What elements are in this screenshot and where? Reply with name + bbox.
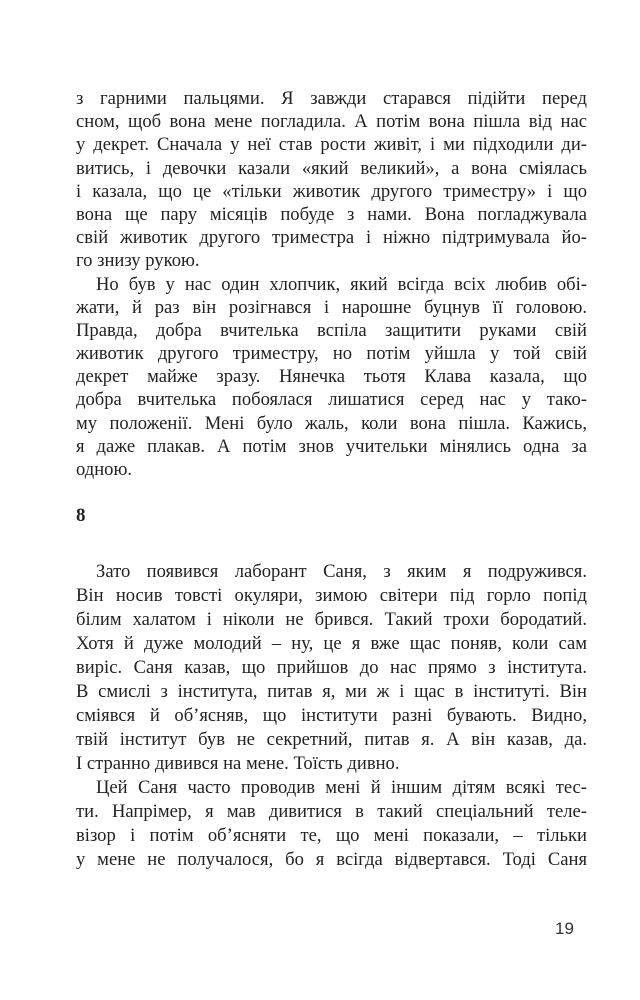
text-line: і казала, що це «тільки животик другого триместру» і що xyxy=(76,180,587,202)
text-line: сном, щоб вона мене погладила. А потім вона пішла від нас xyxy=(76,111,587,133)
page-number: 19 xyxy=(555,919,574,938)
text-line: Но був у нас один хлопчик, який всігда всіх любив обі- xyxy=(96,273,587,295)
text-line: В смислі з інститута, питав я, ми ж і щас в інституті. Він xyxy=(76,681,587,702)
text-line: ти. Напрімер, я мав дивитися в такий спеціальний теле- xyxy=(76,801,587,822)
text-line: І странно дивився на мене. Тоїсть дивно. xyxy=(76,753,400,774)
text-line: вона ще пару місяців побуде з нами. Вона погладжувала xyxy=(76,203,587,225)
text-line: візор і потім об’ясняти те, що мені показали, – тільки xyxy=(76,825,587,846)
text-line: Зато появився лаборант Саня, з яким я подружився. xyxy=(96,561,587,582)
text-line: я даже плакав. А потім знов учительки мінялись одна за xyxy=(76,435,587,457)
text-line: витись, і девочки казали «який великий», а вона сміялась xyxy=(76,157,587,179)
text-line: Цей Саня часто проводив мені й іншим дітям всякі тес- xyxy=(96,777,587,798)
text-line: одною. xyxy=(76,459,133,480)
text-line: го знизу рукою. xyxy=(76,250,200,272)
text-line: білим халатом і ніколи не брився. Такий трохи бородатий. xyxy=(76,609,587,630)
text-line: у мене не получалося, бо я всігда відвертався. Тоді Саня xyxy=(76,849,587,870)
text-line: з гарними пальцями. Я завжди старався підійти перед xyxy=(76,88,587,109)
text-line: свій животик другого триместра і ніжно підтримувала йо- xyxy=(76,227,587,249)
text-line: виріс. Саня казав, що прийшов до нас прямо з інститута. xyxy=(76,657,587,678)
text-line: сміявся й об’ясняв, що інститути разні бувають. Видно, xyxy=(76,705,587,726)
text-block-bottom xyxy=(76,560,587,872)
section-heading: 8 xyxy=(76,505,86,526)
text-line: Він носив товсті окуляри, зимою світери під горло попід xyxy=(76,585,587,606)
text-block-top xyxy=(76,87,587,481)
text-line: му положенії. Мені було жаль, коли вона пішла. Кажись, xyxy=(76,412,587,434)
text-line: добра вчителька побоялася лишатися серед нас у тако- xyxy=(76,389,587,411)
text-line: животик другого триместру, но потім уйшла у той свій xyxy=(76,343,587,365)
text-line: декрет майже зразу. Нянечка тьотя Клава казала, що xyxy=(76,366,587,388)
text-line: Хотя й дуже молодий – ну, це я вже щас поняв, коли сам xyxy=(76,633,587,654)
text-line: жати, й раз він розігнався і нарошне буцнув її головою. xyxy=(76,296,587,318)
text-line: Правда, добра вчителька вспіла защитити руками свій xyxy=(76,319,587,341)
text-line: у декрет. Сначала у неї став рости живіт, і ми підходили ди- xyxy=(76,134,587,156)
text-line: твій інститут був не секретний, питав я. А він казав, да. xyxy=(76,729,587,750)
